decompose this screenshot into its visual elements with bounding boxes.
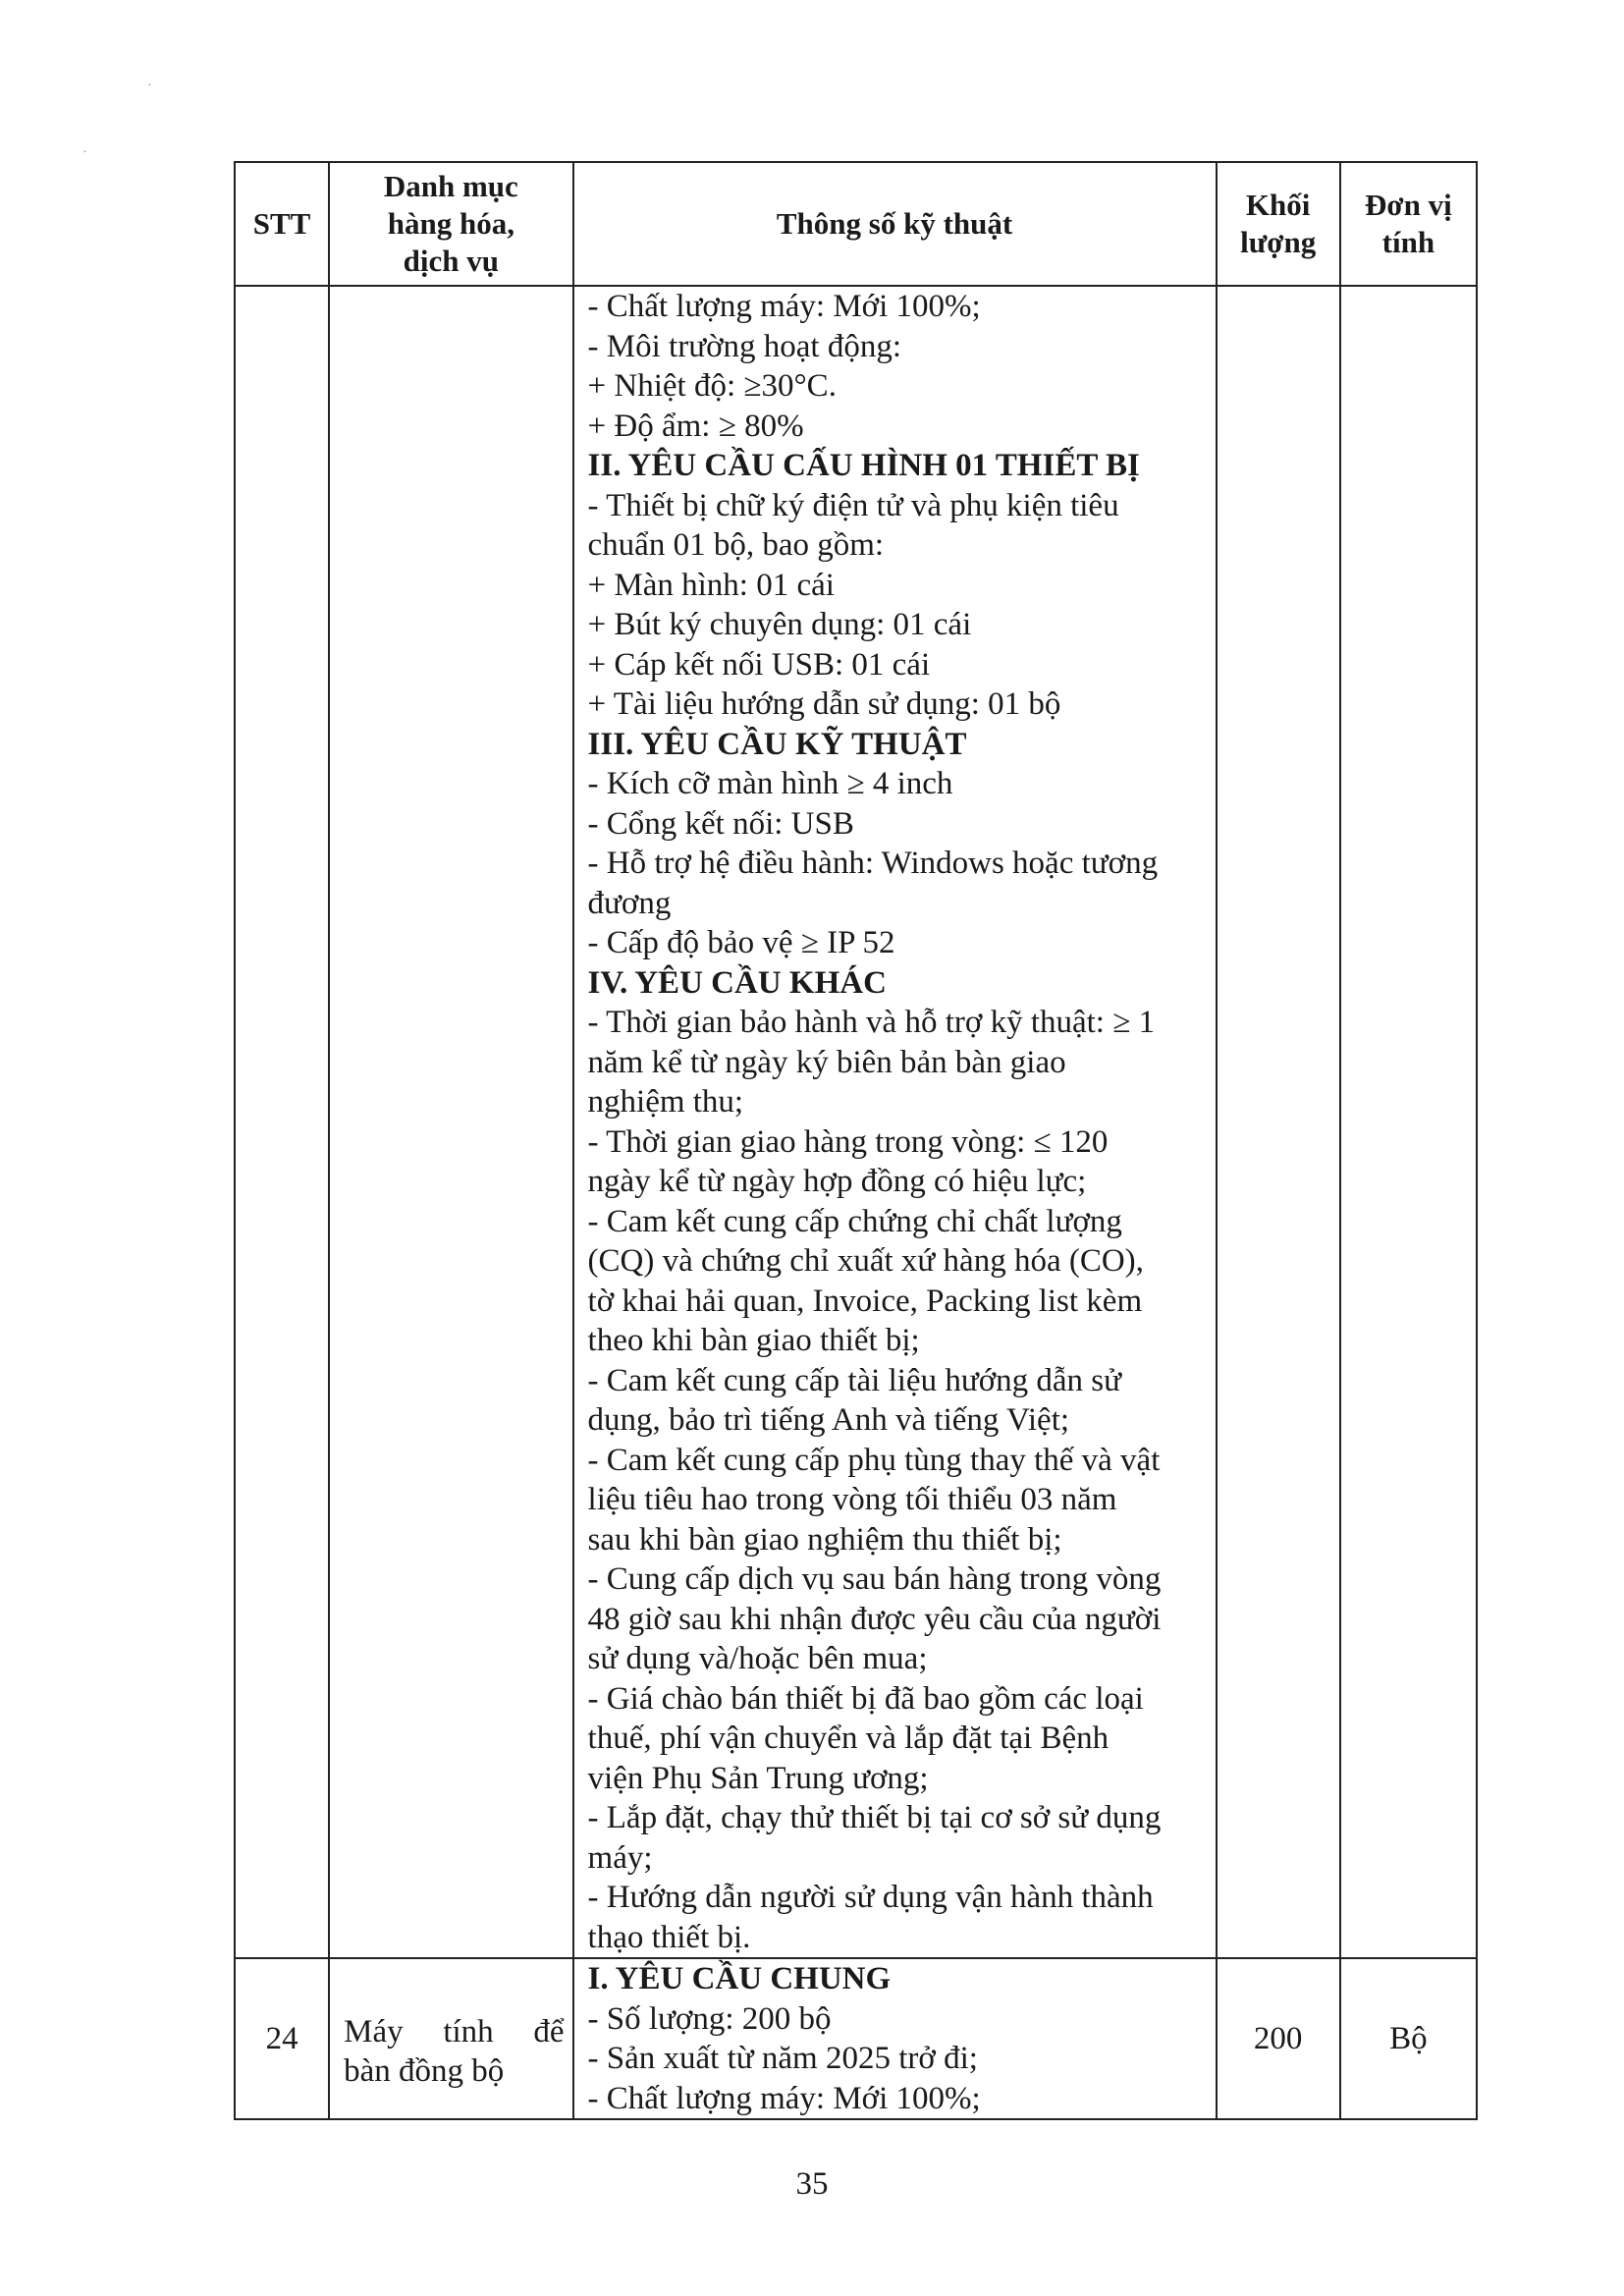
spec-section-heading: III. YÊU CẦU KỸ THUẬT	[587, 726, 967, 762]
spec-line: (CQ) và chứng chỉ xuất xứ hàng hóa (CO),	[587, 1243, 1144, 1279]
spec-lines	[588, 1959, 1206, 2118]
spec-line: - Hướng dẫn người sử dụng vận hành thành	[587, 1880, 1154, 1915]
header-stt: STT	[235, 162, 329, 286]
spec-lines	[588, 287, 1206, 1957]
continued-stt-cell	[235, 286, 329, 1958]
spec-line: thuế, phí vận chuyển và lắp đặt tại Bệnh	[587, 1721, 1110, 1756]
item-name-word: để	[533, 2014, 565, 2050]
spec-line: + Màn hình: 01 cái	[587, 567, 835, 603]
row-spec-cell	[573, 1958, 1217, 2119]
spec-line: ngày kể từ ngày hợp đồng có hiệu lực;	[587, 1164, 1087, 1199]
spec-line: - Hỗ trợ hệ điều hành: Windows hoặc tương	[587, 846, 1159, 881]
spec-line: - Số lượng: 200 bộ	[587, 2000, 832, 2037]
spec-line: - Lắp đặt, chạy thử thiết bị tại cơ sở sử dụng	[587, 1800, 1162, 1835]
row-item-name	[329, 1958, 572, 2119]
spec-line: - Giá chào bán thiết bị đã bao gồm các loại	[587, 1680, 1144, 1717]
spec-line: + Nhiệt độ: ≥30°C.	[587, 368, 837, 404]
spec-section-heading: II. YÊU CẦU CẤU HÌNH 01 THIẾT BỊ	[587, 448, 1140, 483]
spec-line: - Cổng kết nối: USB	[587, 805, 854, 842]
spec-line: đương	[587, 885, 672, 921]
continued-spec-cell	[573, 286, 1217, 1958]
spec-line: + Bút ký chuyên dụng: 01 cái	[587, 607, 972, 642]
scan-speck: ·	[147, 79, 152, 93]
spec-line: nghiệm thu;	[587, 1084, 744, 1120]
spec-section-heading: IV. YÊU CẦU KHÁC	[587, 964, 887, 1001]
scan-speck: ·	[82, 145, 87, 160]
row-quantity: 200	[1217, 1958, 1340, 2119]
spec-line: sử dụng và/hoặc bên mua;	[587, 1641, 928, 1676]
row-unit: Bộ	[1340, 1958, 1477, 2119]
spec-line: thạo thiết bị.	[587, 1919, 751, 1955]
row-stt: 24	[235, 1958, 329, 2119]
spec-line: - Cam kết cung cấp tài liệu hướng dẫn sử	[587, 1362, 1122, 1398]
header-thong-so: Thông số kỹ thuật	[573, 162, 1217, 286]
header-don-vi-line: Đơn vị	[1365, 188, 1452, 222]
table-row-24	[235, 1958, 1477, 2119]
header-khoi-luong-line: Khối	[1245, 188, 1311, 222]
page-number: 35	[795, 2166, 829, 2202]
header-don-vi	[1340, 162, 1477, 286]
spec-line: - Môi trường hoạt động:	[587, 328, 902, 364]
spec-line: viện Phụ Sản Trung ương;	[587, 1760, 929, 1796]
header-don-vi-line: tính	[1381, 225, 1435, 259]
header-khoi-luong	[1217, 162, 1340, 286]
header-row	[235, 162, 1477, 286]
continued-name-cell	[329, 286, 572, 1958]
spec-line: + Độ ẩm: ≥ 80%	[587, 408, 804, 444]
header-danh-muc	[329, 162, 572, 286]
spec-line: - Cung cấp dịch vụ sau bán hàng trong vòng	[587, 1561, 1162, 1597]
header-khoi-luong-line: lượng	[1240, 225, 1317, 259]
spec-line: - Chất lượng máy: Mới 100%;	[587, 289, 981, 324]
spec-section-heading: I. YÊU CẦU CHUNG	[587, 1961, 892, 1996]
spec-line: 48 giờ sau khi nhận được yêu cầu của người	[587, 1601, 1162, 1637]
item-name-line	[344, 2012, 564, 2051]
spec-line: + Tài liệu hướng dẫn sử dụng: 01 bộ	[587, 686, 1061, 722]
spec-line: chuẩn 01 bộ, bao gồm:	[587, 527, 885, 563]
continued-qty-cell	[1217, 286, 1340, 1958]
spec-line: + Cáp kết nối USB: 01 cái	[587, 646, 931, 683]
spec-line: sau khi bàn giao nghiệm thu thiết bị;	[587, 1521, 1062, 1558]
item-name-word: Máy	[344, 2014, 404, 2050]
header-danh-muc-line: hàng hóa,	[387, 206, 514, 241]
spec-line: liệu tiêu hao trong vòng tối thiểu 03 năm	[587, 1482, 1117, 1517]
spec-line: - Kích cỡ màn hình ≥ 4 inch	[587, 766, 953, 801]
spec-line: tờ khai hải quan, Invoice, Packing list kèm	[587, 1283, 1143, 1319]
spec-line: - Cam kết cung cấp chứng chỉ chất lượng	[587, 1203, 1122, 1239]
spec-line: máy;	[587, 1839, 653, 1876]
spec-table	[234, 161, 1478, 2120]
spec-line: - Thời gian giao hàng trong vòng: ≤ 120	[587, 1123, 1109, 1160]
spec-line: - Sản xuất từ năm 2025 trở đi;	[587, 2041, 978, 2076]
spec-line: - Cam kết cung cấp phụ tùng thay thế và vật	[587, 1442, 1161, 1478]
spec-line: theo khi bàn giao thiết bị;	[587, 1323, 920, 1358]
spec-line: - Cấp độ bảo vệ ≥ IP 52	[587, 925, 895, 960]
header-danh-muc-line: Danh mục	[383, 169, 518, 203]
item-name-word: tính	[443, 2014, 494, 2050]
item-name-line: bàn đồng bộ	[344, 2053, 505, 2089]
header-danh-muc-line: dịch vụ	[403, 244, 500, 278]
continued-unit-cell	[1340, 286, 1477, 1958]
spec-line: - Thiết bị chữ ký điện tử và phụ kiện tiêu	[587, 487, 1119, 523]
continued-row	[235, 286, 1477, 1958]
spec-line: dụng, bảo trì tiếng Anh và tiếng Việt;	[587, 1402, 1070, 1438]
spec-line: - Chất lượng máy: Mới 100%;	[587, 2080, 981, 2116]
spec-line: năm kể từ ngày ký biên bản bàn giao	[587, 1044, 1066, 1080]
spec-line: - Thời gian bảo hành và hỗ trợ kỹ thuật: ≥ 1	[587, 1005, 1156, 1040]
